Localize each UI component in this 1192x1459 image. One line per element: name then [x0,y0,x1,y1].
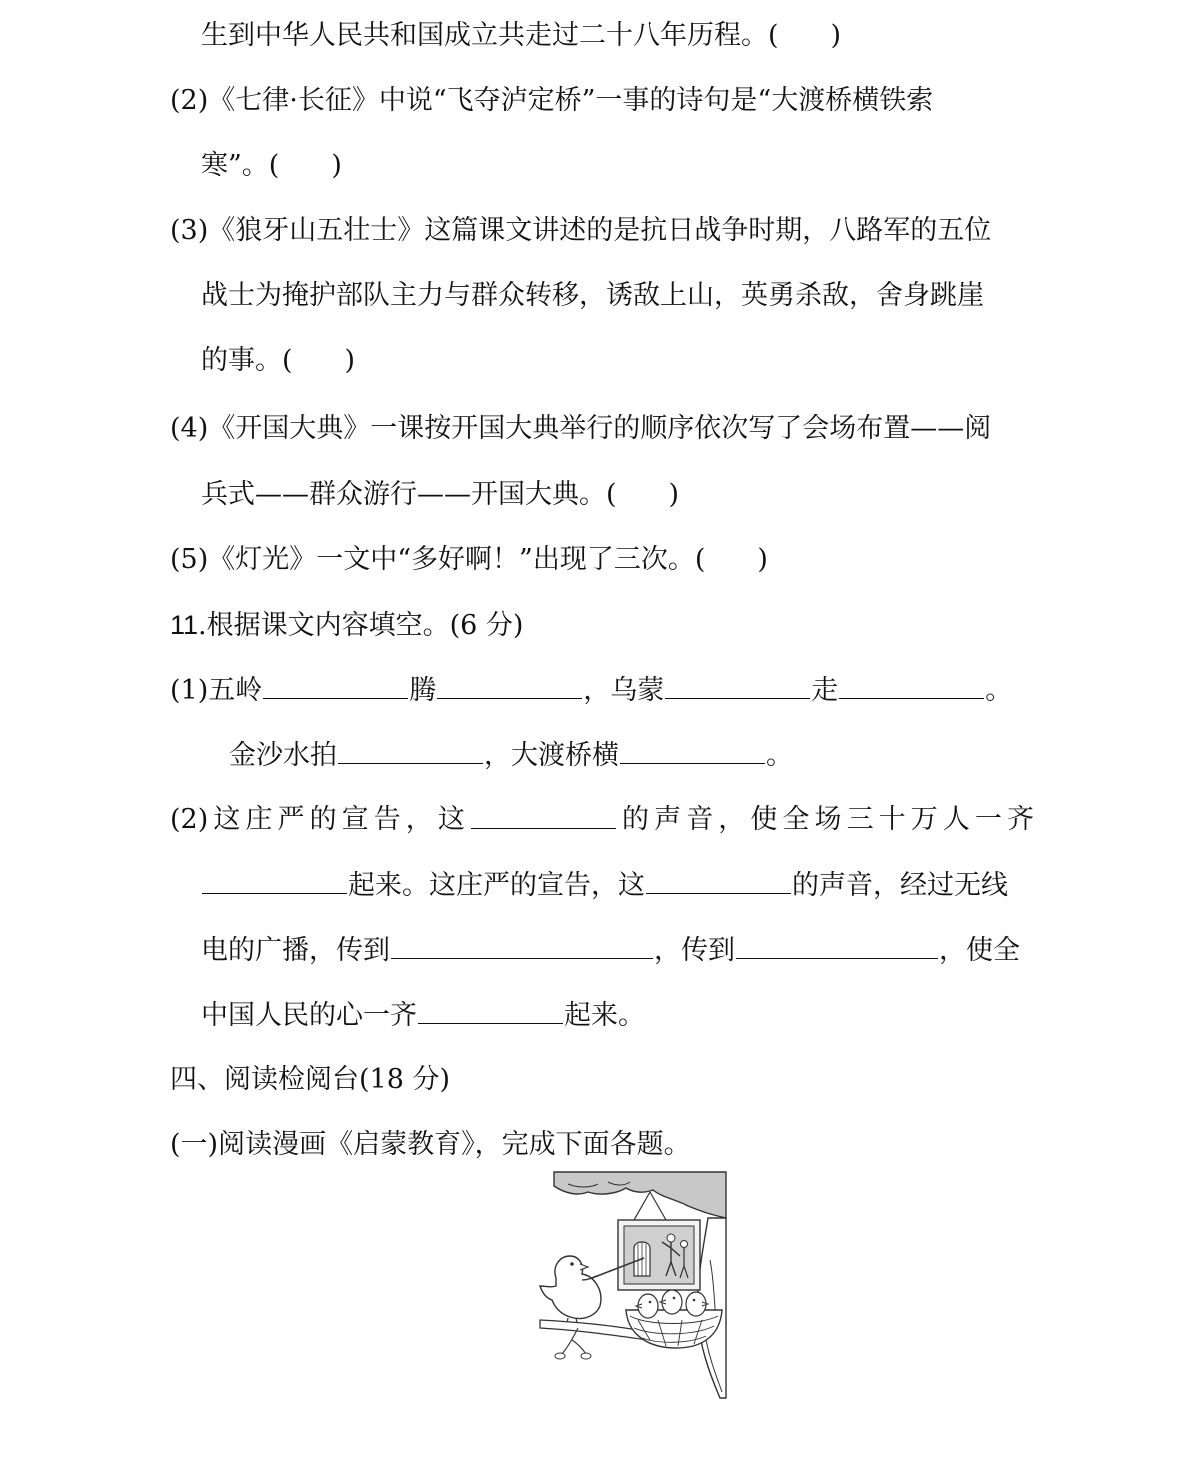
q10-item3-line3: 的事。( ) [201,345,356,376]
q10-item4-line2: 兵式——群众游行——开国大典。( ) [201,479,680,510]
q10-item5: (5)《灯光》一文中“多好啊！”出现了三次。( ) [170,544,768,575]
q10-item3-line2: 战士为掩护部队主力与群众转移，诱敌上山，英勇杀敌，舍身跳崖 [201,280,984,311]
q11-p2-line2: 起来。这庄严的宣告，这 的声音，经过无线 [201,867,1008,903]
bird-teaching-cartoon-icon [538,1170,730,1402]
q10-item3-line1: (3)《狼牙山五壮士》这篇课文讲述的是抗日战争时期，八路军的五位 [170,215,992,246]
answer-blank[interactable] [620,737,765,764]
q11-p2-line3: 电的广播，传到 ，传到 ，使全 [201,932,1020,968]
q11-number: 11 [170,610,199,640]
answer-blank[interactable] [665,672,810,699]
answer-blank[interactable] [263,672,408,699]
answer-blank[interactable] [471,802,616,829]
answer-blank[interactable] [437,672,582,699]
q10-item2-line2: 寒”。( ) [201,150,342,181]
q10-item1-tail: 生到中华人民共和国成立共走过二十八年历程。( ) [201,20,842,51]
answer-blank[interactable] [839,672,984,699]
answer-blank[interactable] [391,932,653,959]
answer-blank[interactable] [646,867,791,894]
q11-p2-line4: 中国人民的心一齐 起来。 [201,997,645,1033]
q11-p1-line2: 金沙水拍 ，大渡桥横 。 [229,737,793,773]
q11-p1-line1: (1)五岭 腾 ，乌蒙 走 。 [170,672,1012,708]
answer-blank[interactable] [418,997,563,1024]
q11-title: 11.根据课文内容填空。(6 分) [170,610,524,641]
q10-item4-line1: (4)《开国大典》一课按开国大典举行的顺序依次写了会场布置——阅 [170,413,992,444]
answer-blank[interactable] [202,867,347,894]
answer-blank[interactable] [338,737,483,764]
q10-item2-line1: (2)《七律·长征》中说“飞夺泸定桥”一事的诗句是“大渡桥横铁索 [170,85,934,116]
section4-sub1: (一)阅读漫画《启蒙教育》，完成下面各题。 [170,1129,691,1160]
answer-blank[interactable] [736,932,938,959]
q11-p2-line1: (2) 这 庄 严 的 宣 告 ， 这 的 声 音 ， 使 全 场 三 十 万 人 一 齐 [170,804,1034,835]
section4-title: 四、阅读检阅台(18 分) [170,1064,451,1095]
